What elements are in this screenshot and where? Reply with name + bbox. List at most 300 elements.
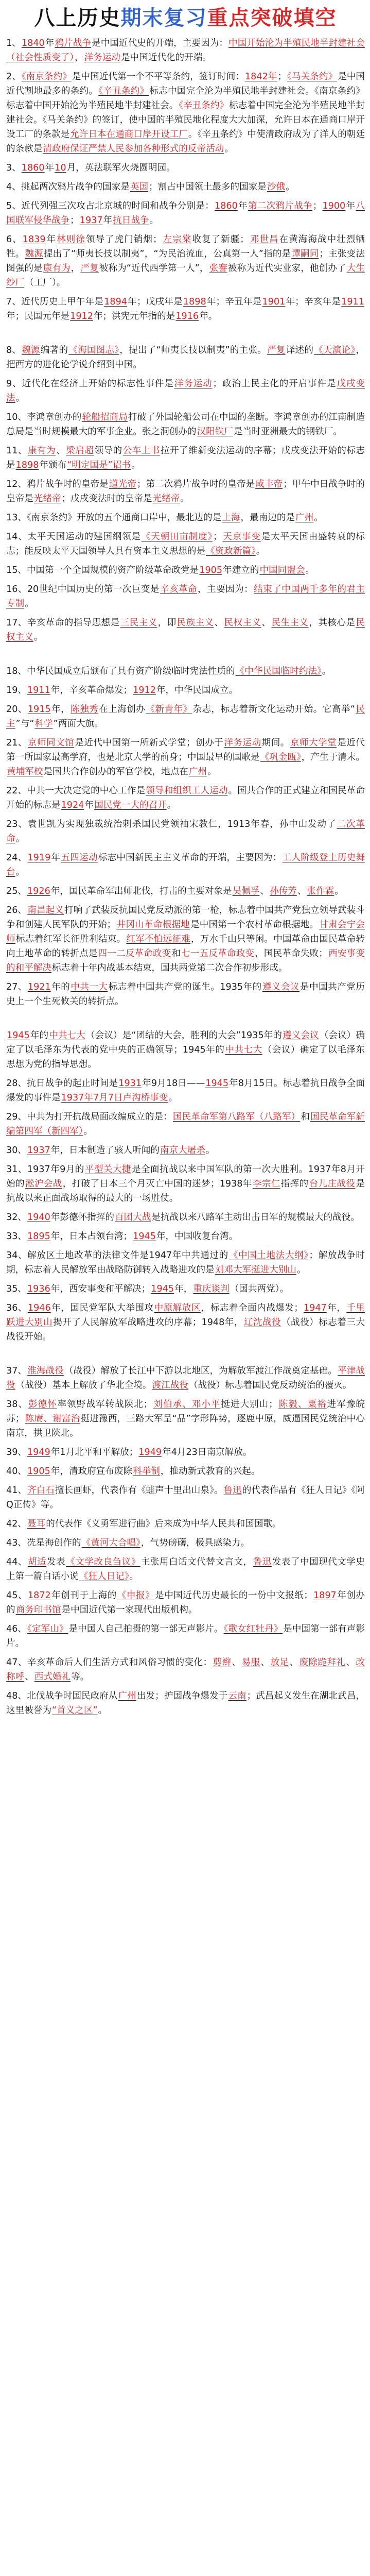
question-number: 28、: [6, 1078, 27, 1089]
question-number: 6、: [6, 234, 22, 245]
question-number: 24、: [6, 853, 27, 863]
question-text: 。: [314, 513, 323, 523]
question-item: [6, 1555, 365, 1584]
question-text: 。: [286, 182, 295, 192]
question-text: 、: [214, 618, 224, 628]
question-text: 是中国近代史的开端，主要因为：: [92, 38, 228, 48]
question-text: ；第二次鸦片战争时的皇帝是: [136, 479, 255, 489]
question-item: [6, 410, 365, 439]
question-text: ，其核心是: [309, 618, 356, 628]
answer-blank: 张作霖: [307, 886, 334, 896]
question-number: 23、: [6, 819, 28, 829]
question-text: （战役）标志着国民党反动统治的覆灭。: [188, 1380, 352, 1391]
answer-blank: 光绪帝: [33, 494, 61, 504]
answer-blank: 鸦片战争: [55, 38, 92, 48]
question-text: 年4月23日南京解放。: [162, 1447, 252, 1458]
question-item: [6, 1397, 365, 1440]
question-text: 年，日本占领台湾；: [50, 1231, 133, 1242]
answer-blank: 1926: [27, 886, 50, 896]
question-text: 标志着十年内战基本结束，国共两党第二次合作初步形成。: [51, 963, 288, 973]
question-list: [6, 36, 365, 1718]
question-text: 、: [25, 1672, 34, 1682]
question-number: 41、: [6, 1485, 27, 1496]
answer-blank: 刘邓大军挺进大别山: [215, 1265, 297, 1275]
answer-blank: 允许日本在通商口岸开设工厂: [70, 129, 188, 140]
answer-blank: 1949: [27, 1447, 50, 1458]
question-item: [6, 1229, 365, 1244]
answer-blank: 广州: [295, 513, 314, 523]
title-part-grade: 八上历史: [34, 6, 121, 30]
question-text: 月，英法联军火烧圆明园。: [66, 163, 175, 173]
question-text: 《南京条约》开放的五个通商口岸中，最北边的是: [26, 513, 222, 523]
question-number: 20、: [6, 704, 27, 715]
question-text: 年，: [174, 1284, 193, 1294]
answer-blank: 1860: [21, 163, 45, 173]
answer-blank: 京师同文馆: [27, 738, 75, 748]
question-text: 。: [131, 460, 140, 470]
answer-blank: 沙俄: [267, 182, 286, 192]
question-text: 被称为近代实业家，他创办了: [227, 263, 346, 274]
answer-blank: 京师大学堂: [290, 738, 337, 748]
question-text: ；武昌起义发生在湖北武昌，这里被誉为: [6, 1691, 365, 1716]
question-text: 进军豫皖苏；: [6, 1399, 365, 1424]
question-text: 年；洪宪元年指的是: [93, 311, 175, 321]
answer-blank: 张謇: [209, 263, 227, 274]
question-text: 编著的: [40, 345, 68, 355]
question-text: 挑起两次鸦片战争的国家是: [21, 182, 130, 192]
answer-blank: 1931: [118, 1078, 142, 1089]
question-number: 17、: [6, 618, 27, 628]
answer-blank: 红军不怕远征难: [126, 934, 190, 944]
answer-blank: 轮船招商局: [82, 412, 128, 422]
question-text: 近代列强三次攻占北京城的时间和战争分别是：: [21, 201, 215, 211]
question-text: 挺进大别山；: [221, 1399, 278, 1410]
answer-blank: 1894: [104, 297, 127, 307]
question-text: （国共两党）。: [230, 1284, 289, 1294]
question-item: [6, 1028, 365, 1072]
answer-blank: 1901: [262, 297, 286, 307]
question-number: 38、: [6, 1399, 28, 1410]
question-item: [6, 683, 365, 698]
question-text: 是中国人自己拍摄的第一部无声影片。: [68, 1624, 223, 1634]
answer-blank: 1912: [133, 685, 156, 696]
question-text: 发表了中国现代文学史上第一篇白话小说: [6, 1557, 365, 1582]
question-item: [6, 444, 365, 472]
question-item: [6, 1517, 365, 1531]
question-item: [6, 784, 365, 812]
answer-blank: 民权主义: [224, 618, 261, 628]
answer-blank: 井冈山革命根据地: [116, 920, 190, 930]
question-item: [6, 817, 365, 846]
question-number: 35、: [6, 1284, 27, 1294]
question-text: 被称为“近代西学第一人”，: [99, 263, 209, 274]
question-text: 。: [224, 144, 234, 154]
question-text: 标志中国完全沦为半殖民地半封建社会。《南京条约》标志着中国开始沦为半殖民地半封建社会。: [6, 86, 365, 111]
question-text: ，标志着全面内战爆发；: [201, 1303, 303, 1313]
question-text: 年，国民革命军出师北伐，打击的主要对象是: [50, 886, 232, 896]
question-item: [6, 180, 365, 194]
question-text: 。: [168, 1093, 178, 1103]
question-text: 、: [289, 1657, 299, 1668]
answer-blank: 1872: [27, 1590, 51, 1601]
answer-blank: 领导和组织工人运动: [146, 786, 228, 796]
answer-blank: 百团大战: [114, 1212, 151, 1223]
question-text: 的代表作《义勇军进行曲》后来成为中华人民共和国国歌。: [46, 1519, 281, 1529]
question-number: 40、: [6, 1466, 27, 1477]
answer-blank: 国民革命军第八路军（八路军）: [172, 1112, 301, 1122]
question-number: 8、: [6, 345, 22, 355]
question-text: 年。: [199, 311, 218, 321]
question-text: 。: [167, 800, 177, 810]
question-number: 13、: [6, 513, 27, 523]
question-text: 是近代中国第一所新式学堂；创办于: [75, 738, 224, 748]
question-text: 、: [297, 886, 307, 896]
question-text: 年，中国收复台湾。: [156, 1231, 238, 1242]
answer-blank: 孙传芳: [270, 886, 297, 896]
question-number: 43、: [6, 1538, 27, 1548]
question-text: 北伐战争时国民政府从: [27, 1691, 118, 1701]
question-text: 年: [238, 201, 248, 211]
question-text: ”与“: [15, 719, 34, 729]
question-number: 45、: [6, 1590, 27, 1601]
answer-blank: 1921: [27, 982, 51, 992]
answer-blank: 1842年: [244, 72, 277, 82]
question-item: [6, 232, 365, 290]
question-text: ；解放战争时期，标志着人民解放军由战略防御转入战略进攻的是: [6, 1250, 365, 1275]
question-text: 和: [171, 948, 181, 959]
question-text: 中共为打开抗战局面改编成立的是：: [27, 1112, 172, 1122]
page-title: [6, 5, 365, 31]
answer-blank: 1912: [70, 311, 93, 321]
question-text: 是中国近代第一个不平等条约，签订时间：: [72, 72, 244, 82]
question-text: 年的: [30, 1030, 49, 1041]
question-text: 20世纪中国历史的第一次巨变是: [27, 584, 160, 595]
answer-blank: 左宗棠: [162, 234, 192, 245]
question-text: ，主要因为：: [198, 584, 254, 595]
answer-blank: 1946: [27, 1303, 51, 1313]
question-text: 。《辛丑条约》中使清政府成为了洋人的朝廷的条款是: [6, 129, 365, 154]
question-text: 。: [322, 666, 331, 676]
question-text: 。: [305, 565, 315, 575]
question-text: ，推动新式教育的兴起。: [160, 1466, 260, 1477]
answer-blank: 大生纱厂: [6, 263, 365, 288]
answer-blank: 刘伯承、邓小平: [153, 1399, 221, 1410]
question-item: [6, 1445, 365, 1460]
question-text: 。: [15, 867, 25, 877]
answer-blank: 1945: [133, 1231, 156, 1242]
question-text: ；: [70, 215, 79, 226]
question-text: 、: [232, 1657, 241, 1668]
question-text: ，万水千山只等闲。中国革命由国民革命转向土地革命的转折点是: [6, 934, 365, 959]
question-text: 年；戊戌年是: [127, 297, 183, 307]
answer-blank: 中国同盟会: [259, 565, 305, 575]
answer-blank: 甘肃会宁会师: [6, 920, 365, 944]
answer-blank: 魏源: [25, 249, 43, 259]
answer-blank: 严复: [267, 345, 286, 355]
answer-blank: 洋务运动: [174, 379, 213, 389]
answer-blank: 商务印书馆: [15, 1605, 61, 1615]
question-text: 年: [51, 853, 61, 863]
answer-blank: 淞沪会战: [25, 1179, 62, 1189]
question-text: ，把西方的进化论学说介绍到中国。: [6, 345, 365, 370]
answer-blank: 光绪帝: [152, 494, 180, 504]
answer-blank: 1924: [61, 800, 84, 810]
question-text: 近代历史上甲午年是: [21, 297, 104, 307]
question-text: 标志着红军长征胜利结束。: [15, 934, 126, 944]
answer-blank: 渡江战役: [152, 1380, 188, 1391]
answer-blank: 广州: [188, 767, 207, 777]
question-text: 年: [45, 163, 55, 173]
question-text: 出发；护国战争爆发于: [136, 1691, 228, 1701]
answer-blank: 民生主义: [271, 618, 309, 628]
question-item: [6, 343, 365, 372]
question-text: 是中国近代历史最长的一份中文报纸；: [155, 1590, 313, 1601]
question-number: 7、: [6, 297, 22, 307]
question-text: 、: [56, 446, 66, 456]
answer-blank: 千里跃进大别山: [6, 1303, 365, 1328]
question-item: [6, 1588, 365, 1617]
question-number: 36、: [6, 1303, 27, 1313]
question-text: 是近代第一所国家最高学府，也是北京大学的前身；中国最早的国歌是: [6, 738, 365, 762]
question-text: 的代表作品有《狂人日记》《阿Q正传》等。: [6, 1485, 365, 1510]
question-text: 等。: [71, 1672, 90, 1682]
answer-blank: 1911: [27, 685, 50, 696]
question-text: 打响了武装反抗国民党反动派的第一枪，标志着中国共产党独立领导武装斗争和创建人民军队的开始；: [6, 905, 365, 930]
question-item: [6, 1622, 365, 1651]
answer-blank: 放足: [270, 1657, 289, 1668]
question-text: 是中国第一个农村革命根据地。: [190, 920, 319, 930]
question-text: ”两面大旗。: [53, 719, 103, 729]
question-text: 译述的: [286, 345, 314, 355]
question-section: [6, 36, 365, 324]
question-item: [6, 582, 365, 611]
answer-blank: “首义之区”: [51, 1705, 98, 1716]
question-text: 鸦片战争时的皇帝是: [27, 479, 109, 489]
answer-blank: 谭嗣同: [291, 249, 319, 259]
answer-blank: 《天朝田亩制度》: [141, 532, 213, 542]
answer-blank: 鲁迅: [253, 1557, 272, 1567]
question-number: 2、: [6, 72, 21, 82]
question-text: 。: [207, 767, 217, 777]
answer-blank: 国民党一大的召开: [94, 800, 167, 810]
question-text: ，产生于清末。: [301, 752, 365, 762]
question-text: 。: [149, 215, 159, 226]
question-number: 32、: [6, 1212, 27, 1223]
question-item: [6, 1143, 365, 1158]
answer-blank: 废除跪拜礼: [299, 1657, 346, 1668]
question-text: 、: [261, 618, 271, 628]
question-item: [6, 1364, 365, 1393]
question-text: 杂志，标志着新文化运动开始。它高举“: [192, 704, 355, 715]
question-text: 年创办的: [6, 1590, 365, 1615]
question-text: 年的: [51, 982, 71, 992]
answer-blank: 汉阳铁厂: [197, 427, 233, 437]
answer-blank: 吴佩孚: [232, 886, 260, 896]
question-item: [6, 1655, 365, 1684]
answer-blank: 1839: [22, 234, 46, 245]
question-number: 44、: [6, 1557, 27, 1567]
question-text: 。: [129, 1571, 139, 1582]
question-item: [6, 1536, 365, 1550]
question-text: 揭开了人民解放军战略进攻的序幕；1948年，: [53, 1317, 243, 1328]
answer-blank: 三民主义: [120, 618, 157, 628]
question-item: [6, 980, 365, 1009]
question-text: ；政治上民主化的开启事件是: [213, 379, 337, 389]
question-text: 。: [15, 393, 25, 403]
answer-blank: 邓世昌: [249, 234, 279, 245]
question-text: 。: [25, 599, 34, 609]
question-item: [6, 161, 365, 175]
question-text: 和: [301, 1112, 310, 1122]
question-number: 14、: [6, 532, 28, 542]
answer-blank: 道光帝: [109, 479, 136, 489]
question-item: [6, 736, 365, 779]
question-item: [6, 530, 365, 558]
question-text: ，打破了日本三个月灭亡中国的迷梦；1938年: [62, 1179, 252, 1189]
question-text: 是中国近代第一家现代出版机构。: [61, 1605, 198, 1615]
answer-blank: 1945: [7, 1030, 30, 1041]
answer-blank: 李宗仁: [252, 1179, 280, 1189]
question-item: [6, 702, 365, 731]
question-text: ；戊戌变法时的皇帝是: [61, 494, 152, 504]
question-text: 中共一大决定党的中心工作是: [27, 786, 146, 796]
question-text: 年1月北平和平解放；: [50, 1447, 138, 1458]
answer-blank: 公车上书: [122, 446, 160, 456]
question-text: 收复了新疆；: [192, 234, 249, 245]
question-number: 3、: [6, 163, 21, 173]
question-text: 年；辛丑年是: [206, 297, 262, 307]
question-text: （会议）确定了以毛泽东思想为党的指导思想。: [6, 1045, 365, 1070]
question-item: [6, 1248, 365, 1277]
question-text: ，提出了“师夷长技以制夷”的主张。: [119, 345, 267, 355]
answer-blank: 科学: [34, 719, 53, 729]
question-item: [6, 884, 365, 899]
question-item: [6, 70, 365, 156]
question-text: 年建立的: [223, 565, 259, 575]
question-number: 4、: [6, 182, 21, 192]
answer-blank: 《定军山》: [27, 1624, 68, 1634]
question-text: （会议）确定了以毛泽东为代表的党中央的正确领导；1945年的: [6, 1030, 365, 1055]
answer-blank: 1919: [27, 853, 51, 863]
answer-blank: 陈赓、谢富治: [25, 1414, 80, 1424]
question-text: 挺进豫西，三路大军呈“品”字形阵势，逐鹿中原，威逼国民党统治中心南京，拱卫陕北。: [6, 1414, 365, 1438]
question-text: 中华民国成立后颁布了具有资产阶级临时宪法性质的: [26, 666, 235, 676]
question-item: [6, 1301, 365, 1344]
question-text: 抗日战争的起止时间是: [27, 1078, 118, 1089]
answer-blank: 结束了中国两千多年的君主专制: [6, 584, 365, 609]
question-text: 年彭德怀指挥的: [50, 1212, 114, 1223]
question-number: 37、: [6, 1366, 27, 1376]
answer-blank: 《中国土地法大纲》: [228, 1250, 309, 1261]
answer-blank: 抗日战争: [113, 215, 149, 226]
question-text: ；: [312, 201, 322, 211]
question-number: 39、: [6, 1447, 27, 1458]
answer-blank: 七一五反革命政变: [181, 948, 255, 959]
answer-blank: 辛亥革命: [160, 584, 198, 595]
question-text: 。: [297, 1265, 306, 1275]
answer-blank: 1947: [303, 1303, 327, 1313]
question-number: 18、: [6, 666, 27, 676]
question-number: 12、: [6, 479, 27, 489]
answer-blank: 英国: [130, 182, 149, 192]
answer-blank: 南京大屠杀: [160, 1145, 205, 1156]
answer-blank: 《南京条约》: [21, 72, 72, 82]
question-text: 是中国共产党历史上一个生死攸关的转折点。: [6, 982, 365, 1007]
answer-blank: 1911: [341, 297, 364, 307]
answer-blank: 陈独秀: [71, 704, 99, 715]
question-text: 年，西安事变和平解决；: [50, 1284, 151, 1294]
question-text: 年，辛亥革命爆发；: [50, 685, 133, 696]
question-text: 擅长画虾，代表作有《蛙声十里出山泉》。: [55, 1485, 223, 1496]
answer-blank: 1895: [27, 1231, 50, 1242]
question-text: 率领野战军转战陕北；: [57, 1399, 153, 1410]
answer-blank: 1937: [79, 215, 103, 226]
answer-blank: 鲁迅: [223, 1485, 242, 1496]
question-text: 领导的: [94, 446, 122, 456]
answer-blank: 彭德怀: [28, 1399, 57, 1410]
answer-blank: 严复: [80, 263, 99, 274]
question-text: 年9月18日——: [142, 1078, 205, 1089]
question-text: ，最南边的是: [240, 513, 295, 523]
question-number: 16、: [6, 584, 27, 595]
answer-blank: 淮海战役: [27, 1366, 64, 1376]
question-number: 15、: [6, 565, 27, 575]
question-text: ；割占中国领土最多的国家是: [149, 182, 267, 192]
question-text: 年创刊于上海的: [51, 1590, 117, 1601]
answer-blank: 易服: [241, 1657, 260, 1668]
question-item: [6, 1110, 365, 1139]
answer-blank: 1905: [199, 565, 223, 575]
answer-blank: 魏源: [22, 345, 40, 355]
question-item: [6, 563, 365, 578]
answer-blank: 《歌女红牡丹》: [223, 1624, 283, 1634]
answer-blank: 八国联军侵华战争: [6, 201, 365, 226]
question-text: 年；辛亥年是: [286, 297, 341, 307]
answer-blank: 第二次鸦片战争: [248, 201, 312, 211]
answer-blank: 1937: [27, 1145, 50, 1156]
question-item: [6, 1483, 365, 1512]
answer-blank: 戊戌变法: [6, 379, 365, 403]
question-text: 。: [15, 834, 25, 844]
answer-blank: 民族主义: [177, 618, 214, 628]
question-text: 是中国第一部有声影片。: [6, 1624, 365, 1649]
question-text: ，: [74, 53, 84, 63]
answer-blank: 遵义会议: [283, 1030, 319, 1041]
answer-blank: 洋务运动: [224, 738, 261, 748]
answer-blank: 西式婚礼: [34, 1672, 71, 1682]
answer-blank: 广州: [118, 1691, 136, 1701]
answer-blank: 1949: [138, 1447, 162, 1458]
question-text: 年: [45, 38, 55, 48]
answer-blank: 陈毅、粟裕: [278, 1399, 327, 1410]
question-text: 是抗战以来八路军主动出击日军的规模最大的战役。: [151, 1212, 360, 1223]
answer-blank: 1898: [183, 297, 206, 307]
question-number: 22、: [6, 786, 27, 796]
question-text: ，国民革命失败；: [255, 948, 328, 959]
question-text: ，气势磅礴，极具感染力。: [140, 1538, 250, 1548]
answer-blank: 清政府保证严禁人民参加各种形式的反帝活动: [43, 144, 224, 154]
question-text: 近代化在经济上开始的标志性事件是: [22, 379, 174, 389]
question-number: 21、: [6, 738, 27, 748]
answer-blank: 林则徐: [57, 234, 85, 245]
answer-blank: “明定国是”诏书: [67, 460, 131, 470]
question-number: 1、: [6, 38, 21, 48]
question-item: [6, 1162, 365, 1206]
answer-blank: 中国开始沦为半殖民地半封建社会（社会性质变了）: [6, 38, 365, 63]
question-text: 年，中华民国成立。: [156, 685, 238, 696]
question-text: 年；民国元年是: [6, 311, 70, 321]
answer-blank: 1860: [215, 201, 238, 211]
